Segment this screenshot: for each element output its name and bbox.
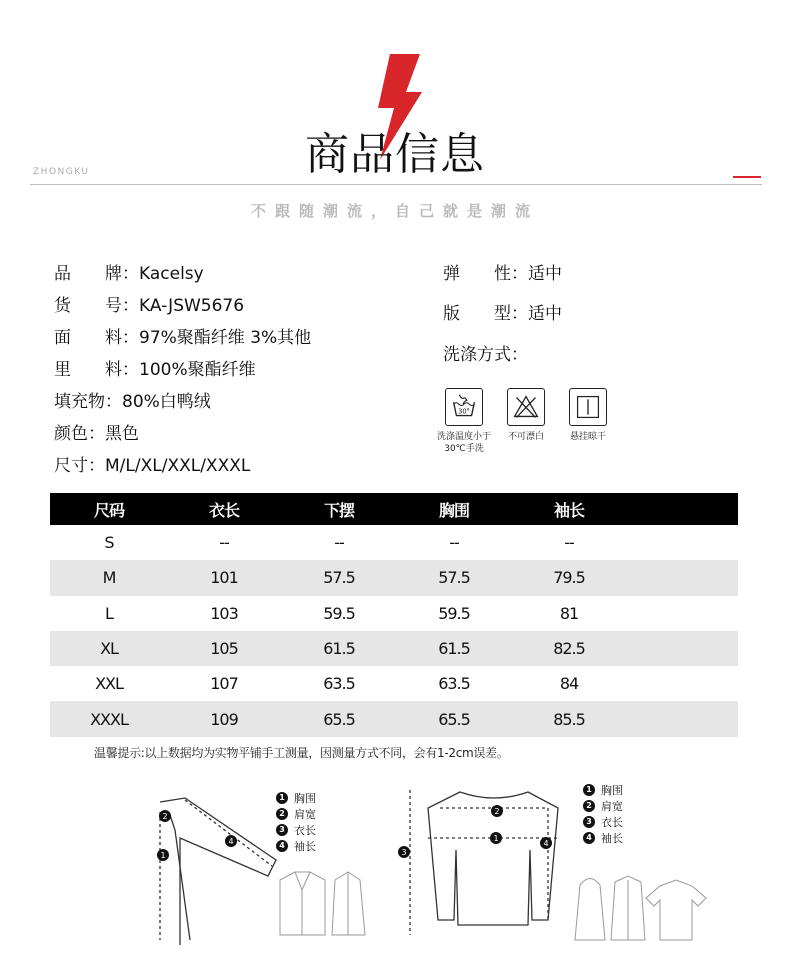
legend-item: 1 胸围 bbox=[276, 790, 316, 806]
legend-item: 1 胸围 bbox=[583, 782, 623, 798]
care-hang-dry: 悬挂晾干 bbox=[543, 388, 633, 443]
info-color: 颜色：黑色 bbox=[54, 424, 139, 444]
legend-left bbox=[276, 790, 316, 854]
header-chest: 胸围 bbox=[398, 493, 510, 525]
cell: 107 bbox=[210, 674, 238, 694]
page-title: 商品信息 bbox=[305, 129, 485, 180]
info-fit: 版 型：适中 bbox=[443, 304, 562, 324]
info-sizes: 尺寸：M/L/XL/XXL/XXXL bbox=[54, 456, 251, 476]
cell: 59.5 bbox=[323, 603, 355, 623]
header-hem: 下摆 bbox=[280, 493, 398, 525]
sweater-diagram-markers bbox=[398, 805, 552, 858]
cell: S bbox=[104, 533, 114, 553]
sweater-diagram bbox=[410, 790, 558, 935]
info-fabric: 面 料：97%聚酯纤维 3%其他 bbox=[54, 328, 312, 348]
legend-item: 3 衣长 bbox=[276, 822, 316, 838]
cell: 57.5 bbox=[280, 560, 398, 595]
header-sleeve: 袖长 bbox=[510, 493, 628, 525]
sleeve-diagram bbox=[160, 798, 276, 945]
cell: 63.5 bbox=[323, 674, 355, 694]
info-washing: 洗涤方式： bbox=[443, 345, 528, 365]
slogan: 不跟随潮流，自己就是潮流 bbox=[250, 202, 539, 220]
cell: XXL bbox=[95, 674, 123, 694]
svg-text:30°: 30° bbox=[458, 407, 470, 416]
brand-small-text: ZHONGKU bbox=[33, 167, 90, 177]
cell: 57.5 bbox=[398, 560, 510, 595]
legend-item: 4 袖长 bbox=[276, 838, 316, 854]
garment-sketches-right bbox=[575, 876, 706, 940]
measurement-note: 温馨提示:以上数据均为实物平铺手工测量，因测量方式不同，会有1-2cm误差。 bbox=[94, 746, 509, 760]
header-size: 尺码 bbox=[50, 493, 168, 525]
svg-text:4: 4 bbox=[228, 837, 234, 846]
legend-item: 3 衣长 bbox=[583, 814, 623, 830]
care-no-bleach: 不可漂白 bbox=[481, 388, 571, 443]
cell: 84 bbox=[559, 674, 579, 694]
cell: 82.5 bbox=[510, 631, 628, 666]
cell: XL bbox=[50, 631, 168, 666]
legend-item: 2 肩宽 bbox=[583, 798, 623, 814]
info-item-number: 货 号：KA-JSW5676 bbox=[54, 296, 245, 316]
jacket-sketches-left bbox=[280, 872, 365, 935]
cell: 61.5 bbox=[280, 631, 398, 666]
svg-text:4: 4 bbox=[543, 839, 549, 848]
cell: 101 bbox=[168, 560, 280, 595]
info-brand: 品 牌：Kacelsy bbox=[54, 264, 204, 284]
info-lining: 里 料：100%聚酯纤维 bbox=[54, 360, 256, 380]
legend-item: 4 袖长 bbox=[583, 830, 623, 846]
cell: 65.5 bbox=[280, 701, 398, 736]
legend-item: 2 肩宽 bbox=[276, 806, 316, 822]
cell: 79.5 bbox=[510, 560, 628, 595]
cell: L bbox=[105, 603, 113, 623]
cell: 103 bbox=[210, 603, 238, 623]
cell: -- bbox=[219, 533, 229, 553]
cell: 85.5 bbox=[510, 701, 628, 736]
svg-text:3: 3 bbox=[401, 848, 407, 857]
cell: XXXL bbox=[50, 701, 168, 736]
cell: 65.5 bbox=[398, 701, 510, 736]
cell: 59.5 bbox=[438, 603, 470, 623]
info-elasticity: 弹 性：适中 bbox=[443, 264, 562, 284]
cell: 63.5 bbox=[438, 674, 470, 694]
cell: -- bbox=[564, 533, 574, 553]
cell: 61.5 bbox=[398, 631, 510, 666]
cell: -- bbox=[334, 533, 344, 553]
svg-text:2: 2 bbox=[494, 807, 500, 816]
cell: M bbox=[50, 560, 168, 595]
care-wash: 30° 洗涤温度小于 30℃手洗 bbox=[419, 388, 509, 455]
cell: 81 bbox=[559, 603, 579, 623]
svg-text:1: 1 bbox=[160, 851, 166, 860]
svg-text:2: 2 bbox=[162, 812, 168, 821]
cell: -- bbox=[449, 533, 459, 553]
sleeve-diagram-markers bbox=[157, 810, 237, 861]
header-length: 衣长 bbox=[168, 493, 280, 525]
legend-right bbox=[583, 782, 623, 846]
svg-text:1: 1 bbox=[493, 834, 499, 843]
cell: 109 bbox=[168, 701, 280, 736]
info-filling: 填充物：80%白鸭绒 bbox=[54, 392, 211, 412]
cell: 105 bbox=[168, 631, 280, 666]
